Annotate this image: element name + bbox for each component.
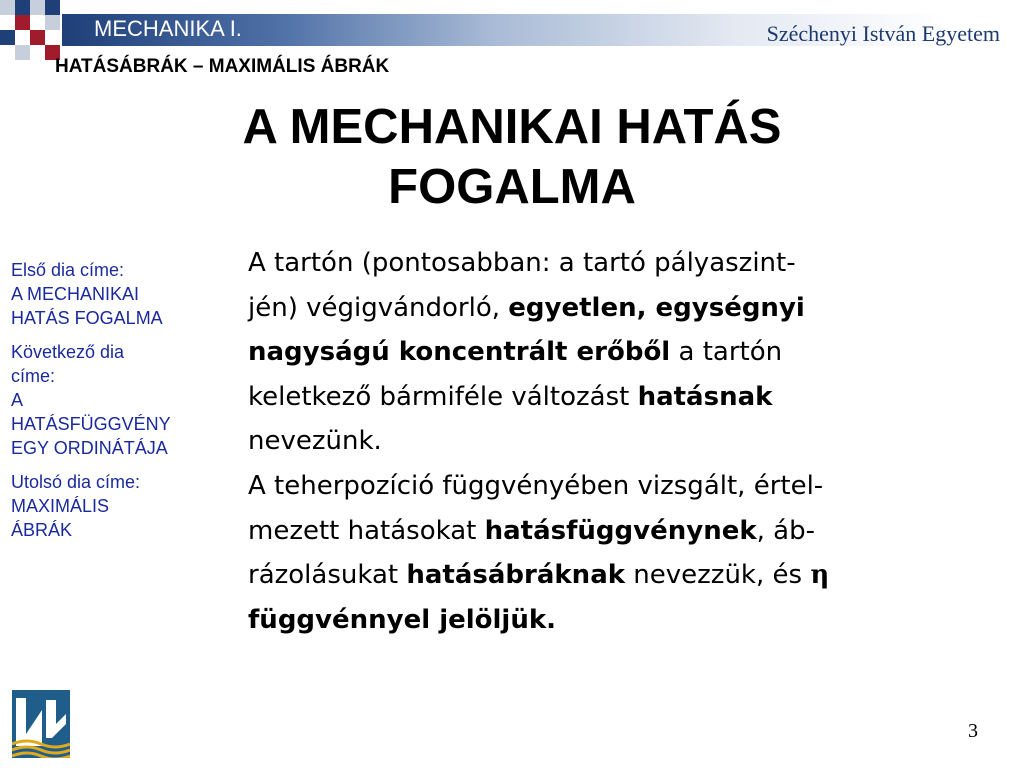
sidebar-text: Következő dia [11, 342, 125, 362]
text: a tartón [670, 337, 783, 368]
university-name: Széchenyi István Egyetem [766, 21, 1000, 46]
text-line [248, 509, 1018, 554]
sidebar-text: EGY ORDINÁTÁJA [11, 438, 168, 458]
sidebar-navigation [11, 258, 226, 552]
bold-text: függvénnyel jelöljük. [248, 604, 557, 635]
sidebar-text: Utolsó dia címe: [11, 472, 141, 492]
bold-text: hatásnak [637, 381, 773, 412]
university-logo-icon [12, 690, 70, 758]
text-line [248, 241, 1018, 286]
next-slide-link[interactable] [11, 340, 226, 460]
bold-text: hatásfüggvénynek [484, 515, 757, 546]
first-slide-link[interactable] [11, 258, 226, 330]
sidebar-text: MAXIMÁLIS [11, 496, 110, 516]
text-line [248, 464, 1018, 509]
text-line [248, 553, 1018, 598]
text: nevezünk. [248, 426, 382, 457]
sidebar-text: Első dia címe: [11, 260, 125, 280]
text-line [248, 598, 1018, 643]
slide-title [100, 97, 924, 217]
text: A teherpozíció függvényében vizsgált, értel- [248, 470, 824, 501]
bold-text: nagyságú koncentrált erőből [248, 337, 671, 368]
text: jén) végigvándorló, [248, 292, 509, 323]
text-line [248, 330, 1018, 375]
bold-text: egyetlen, egységnyi [508, 292, 805, 323]
text-line [248, 286, 1018, 331]
text-line [248, 375, 1018, 420]
text: mezett hatásokat [248, 515, 485, 546]
definition-text [248, 241, 1018, 642]
sidebar-text: címe: [11, 366, 56, 386]
section-title: HATÁSÁBRÁK – MAXIMÁLIS ÁBRÁK [55, 56, 390, 77]
bold-text: hatásábráknak [406, 560, 626, 591]
sidebar-text: ÁBRÁK [11, 520, 73, 540]
slide-title-line: A MECHANIKAI HATÁS [242, 100, 782, 154]
text: , áb- [756, 515, 815, 546]
eta-symbol: η [810, 560, 830, 591]
text-line [248, 419, 1018, 464]
text: keletkező bármiféle változást [248, 381, 638, 412]
course-title: MECHANIKA I. [94, 16, 242, 41]
sidebar-text: A MECHANIKAI [11, 284, 140, 304]
page-number: 3 [968, 720, 978, 742]
last-slide-link[interactable] [11, 470, 226, 542]
sidebar-text: A [11, 390, 24, 410]
sidebar-text: HATÁSFÜGGVÉNY [11, 414, 171, 434]
sidebar-text: HATÁS FOGALMA [11, 308, 163, 328]
text: nevezzük, és [625, 560, 811, 591]
slide-title-line: FOGALMA [388, 160, 636, 214]
text: rázolásukat [248, 560, 407, 591]
text: A tartón (pontosabban: a tartó pályaszint- [248, 248, 796, 278]
